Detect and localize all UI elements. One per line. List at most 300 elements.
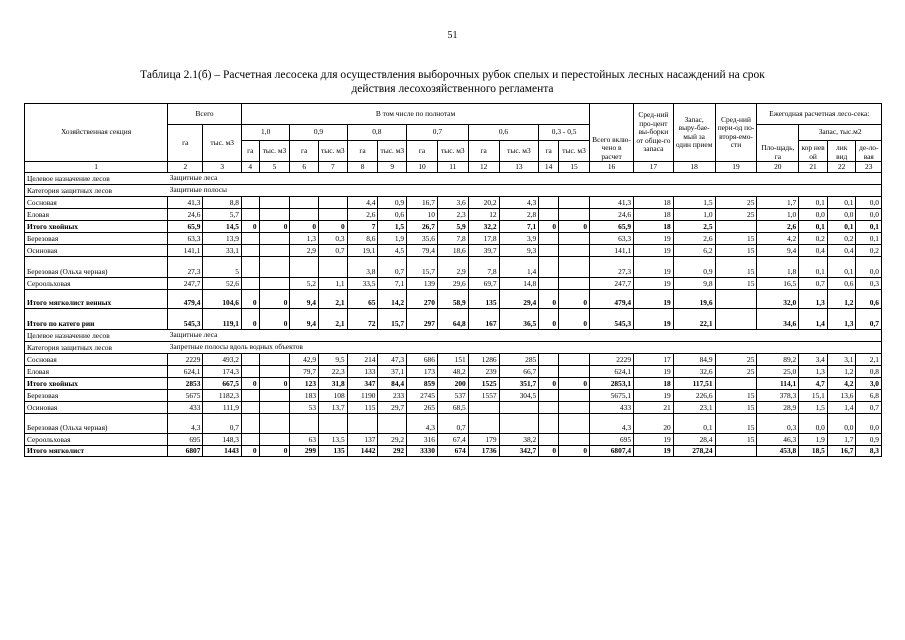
table-cell: 38,2 <box>499 434 539 446</box>
table-cell: 0 <box>319 221 348 233</box>
table-caption <box>100 68 805 96</box>
table-cell: 18,6 <box>437 245 468 257</box>
header-d06-thm3: тыс. м3 <box>499 141 539 162</box>
table-cell: 4,5 <box>378 245 407 257</box>
table-cell: 479,4 <box>590 290 634 309</box>
section-purpose-row <box>25 330 882 342</box>
table-cell: 47,3 <box>378 354 407 366</box>
table-cell <box>319 197 348 209</box>
table-cell: 0,7 <box>203 414 242 434</box>
table-cell: 1,9 <box>799 434 828 446</box>
table-cell: 173 <box>407 366 438 378</box>
table-cell: 29,2 <box>378 434 407 446</box>
table-cell: 18 <box>634 197 674 209</box>
table-cell <box>347 414 378 434</box>
row-label: Сосновая <box>25 197 168 209</box>
table-cell: 3,9 <box>499 233 539 245</box>
table-cell: 0 <box>241 309 259 330</box>
table-cell: 14,5 <box>203 221 242 233</box>
header-avg-period: Сред-ний пери-од по-вторя-емо-сти <box>715 104 757 162</box>
table-cell: 0 <box>241 221 259 233</box>
table-cell: 433 <box>168 402 203 414</box>
header-annual: Ежегодная расчетная лесо-сека: <box>757 104 882 125</box>
header-d07: 0,7 <box>407 125 469 141</box>
table-cell: 133 <box>347 366 378 378</box>
table-cell: 0,0 <box>856 257 882 278</box>
table-cell <box>539 414 559 434</box>
table-cell: 0,4 <box>827 245 856 257</box>
column-number: 23 <box>856 162 882 173</box>
table-cell: 9,5 <box>319 354 348 366</box>
table-cell: 624,1 <box>168 366 203 378</box>
table-cell: 167 <box>468 309 499 330</box>
table-cell <box>715 309 757 330</box>
header-d10-thm3: тыс. м3 <box>259 141 290 162</box>
table-cell <box>559 278 590 290</box>
table-row <box>25 221 882 233</box>
table-cell: 214 <box>347 354 378 366</box>
table-cell: 9,4 <box>290 290 319 309</box>
row-label: Осиновая <box>25 245 168 257</box>
table-cell: 2,1 <box>856 354 882 366</box>
table-cell: 26,7 <box>407 221 438 233</box>
table-cell: 24,6 <box>168 209 203 221</box>
header-d06: 0,6 <box>468 125 538 141</box>
table-cell: 79,4 <box>407 245 438 257</box>
table-cell: 0 <box>241 378 259 390</box>
table-cell: 36,5 <box>499 309 539 330</box>
table-cell: 67,4 <box>437 434 468 446</box>
row-label: Березовая (Ольха черная) <box>25 257 168 278</box>
table-header <box>25 104 882 173</box>
table-cell: 433 <box>590 402 634 414</box>
table-cell: 10 <box>407 209 438 221</box>
table-cell: 0 <box>539 221 559 233</box>
table-cell: 7,1 <box>499 221 539 233</box>
table-cell <box>241 245 259 257</box>
table-cell: 1,3 <box>799 290 828 309</box>
table-cell <box>290 414 319 434</box>
table-cell: 174,3 <box>203 366 242 378</box>
table-cell: 0,0 <box>856 197 882 209</box>
table-cell: 265 <box>407 402 438 414</box>
table-cell: 351,7 <box>499 378 539 390</box>
table-cell: 0 <box>539 446 559 457</box>
header-d08: 0,8 <box>347 125 406 141</box>
table-cell: 1525 <box>468 378 499 390</box>
table-cell: 200 <box>437 378 468 390</box>
table-cell: 19,1 <box>347 245 378 257</box>
table-cell <box>559 366 590 378</box>
row-label: Сероольховая <box>25 434 168 446</box>
table-cell <box>241 257 259 278</box>
table-cell: 4,3 <box>407 414 438 434</box>
table-cell: 48,2 <box>437 366 468 378</box>
table-cell: 12 <box>468 209 499 221</box>
table-cell: 0,9 <box>856 434 882 446</box>
table-cell: 0,0 <box>799 414 828 434</box>
table-cell <box>539 390 559 402</box>
table-cell: 1286 <box>468 354 499 366</box>
table-cell: 6,8 <box>856 390 882 402</box>
table-cell: 0 <box>559 309 590 330</box>
table-cell: 2,9 <box>290 245 319 257</box>
table-cell: 68,5 <box>437 402 468 414</box>
table-cell <box>559 245 590 257</box>
table-cell: 1,5 <box>673 197 715 209</box>
table-cell: 20 <box>634 414 674 434</box>
table-cell: 32,0 <box>757 290 799 309</box>
table-cell: 0,1 <box>856 233 882 245</box>
column-number: 20 <box>757 162 799 173</box>
column-number: 21 <box>799 162 828 173</box>
table-cell: 15 <box>715 434 757 446</box>
table-cell <box>715 290 757 309</box>
table-cell: 27,3 <box>168 257 203 278</box>
table-cell: 13,5 <box>319 434 348 446</box>
table-cell <box>559 257 590 278</box>
table-cell: 2,6 <box>347 209 378 221</box>
table-cell: 141,1 <box>168 245 203 257</box>
table-cell <box>499 414 539 434</box>
table-cell: 63,3 <box>590 233 634 245</box>
table-cell: 316 <box>407 434 438 446</box>
table-cell: 5,7 <box>203 209 242 221</box>
row-label: Итого хвойных <box>25 221 168 233</box>
column-number: 12 <box>468 162 499 173</box>
table-cell <box>259 209 290 221</box>
table-cell <box>559 209 590 221</box>
column-number: 8 <box>347 162 378 173</box>
table-cell: 0,1 <box>673 414 715 434</box>
table-cell: 84,9 <box>673 354 715 366</box>
table-cell <box>539 402 559 414</box>
header-liquid: лик вид <box>827 141 856 162</box>
table-cell: 15 <box>715 245 757 257</box>
table-cell: 22,1 <box>673 309 715 330</box>
header-stock-group: Запас, тыс.м2 <box>799 125 882 141</box>
table-cell <box>259 366 290 378</box>
table-cell <box>259 354 290 366</box>
table-cell: 695 <box>168 434 203 446</box>
table-cell: 15 <box>715 414 757 434</box>
table-cell <box>715 221 757 233</box>
column-number: 5 <box>259 162 290 173</box>
table-cell: 0 <box>559 446 590 457</box>
table-cell: 17 <box>634 354 674 366</box>
table-cell: 0,1 <box>827 197 856 209</box>
table-cell: 135 <box>319 446 348 457</box>
table-cell <box>468 414 499 434</box>
row-label: Березовая <box>25 233 168 245</box>
table-cell: 66,7 <box>499 366 539 378</box>
table-cell: 37,1 <box>378 366 407 378</box>
table-cell: 2745 <box>407 390 438 402</box>
table-cell: 15,7 <box>378 309 407 330</box>
table-cell <box>559 354 590 366</box>
table-cell <box>715 378 757 390</box>
header-d0305-ha: га <box>539 141 559 162</box>
table-cell: 247,7 <box>590 278 634 290</box>
table-cell <box>259 390 290 402</box>
table-cell: 0,7 <box>856 309 882 330</box>
table-cell: 2229 <box>168 354 203 366</box>
table-row <box>25 366 882 378</box>
header-total-ha: га <box>168 125 203 162</box>
table-cell <box>539 434 559 446</box>
table-row <box>25 233 882 245</box>
table-cell: 19 <box>634 366 674 378</box>
table-cell: 19 <box>634 278 674 290</box>
header-total-thm3: тыс. м3 <box>203 125 242 162</box>
table-cell: 0,0 <box>827 414 856 434</box>
table-cell: 1,5 <box>378 221 407 233</box>
row-label: Еловая <box>25 209 168 221</box>
header-d07-thm3: тыс. м3 <box>437 141 468 162</box>
table-cell: 347 <box>347 378 378 390</box>
table-cell: 22,3 <box>319 366 348 378</box>
table-cell: 0 <box>559 290 590 309</box>
header-incl-density: В том числе по полнотам <box>241 104 589 125</box>
table-cell: 0,7 <box>437 414 468 434</box>
table-cell: 2,3 <box>437 209 468 221</box>
table-cell: 5,9 <box>437 221 468 233</box>
table-cell: 15 <box>715 278 757 290</box>
table-cell: 15 <box>715 257 757 278</box>
table-cell: 1,7 <box>757 197 799 209</box>
table-cell: 304,5 <box>499 390 539 402</box>
header-d08-thm3: тыс. м3 <box>378 141 407 162</box>
table-cell: 0,2 <box>799 233 828 245</box>
table-cell <box>241 197 259 209</box>
table-cell: 39,7 <box>468 245 499 257</box>
table-cell: 0 <box>539 309 559 330</box>
header-avg-pct: Сред-ний про-цент вы-борки от обще-го запаса <box>634 104 674 162</box>
table-row <box>25 245 882 257</box>
table-cell <box>559 390 590 402</box>
table-cell <box>259 402 290 414</box>
table-cell: 1,3 <box>827 309 856 330</box>
table-cell: 537 <box>437 390 468 402</box>
table-cell: 18,5 <box>799 446 828 457</box>
table-cell: 0 <box>290 221 319 233</box>
table-cell: 72 <box>347 309 378 330</box>
table-cell: 2853 <box>168 378 203 390</box>
table-cell <box>241 233 259 245</box>
header-d10-ha: га <box>241 141 259 162</box>
table-cell: 9,3 <box>499 245 539 257</box>
table-cell: 104,6 <box>203 290 242 309</box>
table-cell: 63,3 <box>168 233 203 245</box>
table-cell: 1,3 <box>799 366 828 378</box>
table-cell: 695 <box>590 434 634 446</box>
table-cell: 0,1 <box>799 221 828 233</box>
table-cell: 0,1 <box>827 221 856 233</box>
table-cell <box>539 366 559 378</box>
table-cell: 9,4 <box>757 245 799 257</box>
row-label: Сосновая <box>25 354 168 366</box>
column-number: 16 <box>590 162 634 173</box>
table-cell: 84,4 <box>378 378 407 390</box>
table-cell: 114,1 <box>757 378 799 390</box>
table-cell: 4,2 <box>757 233 799 245</box>
table-cell: 2853,1 <box>590 378 634 390</box>
table-cell: 0,3 <box>856 278 882 290</box>
table-cell: 3,0 <box>856 378 882 390</box>
column-number: 19 <box>715 162 757 173</box>
table-cell: 117,51 <box>673 378 715 390</box>
table-cell: 667,5 <box>203 378 242 390</box>
table-cell: 0,6 <box>827 278 856 290</box>
table-row <box>25 197 882 209</box>
table-cell: 1,4 <box>827 402 856 414</box>
table-cell <box>499 402 539 414</box>
table-cell: 111,9 <box>203 402 242 414</box>
row-label: Сероольховая <box>25 278 168 290</box>
table-cell <box>319 414 348 434</box>
table-cell: 674 <box>437 446 468 457</box>
table-cell: 1442 <box>347 446 378 457</box>
table-cell: 1443 <box>203 446 242 457</box>
table-cell: 41,3 <box>590 197 634 209</box>
table-cell: 115 <box>347 402 378 414</box>
table-cell: 1182,3 <box>203 390 242 402</box>
table-cell: 13,9 <box>203 233 242 245</box>
section-value: Защитные полосы <box>168 185 882 197</box>
table-cell: 0,6 <box>856 290 882 309</box>
table-cell: 545,3 <box>590 309 634 330</box>
table-cell: 15,7 <box>407 257 438 278</box>
table-cell: 0,1 <box>827 257 856 278</box>
table-cell: 2,1 <box>319 290 348 309</box>
table-cell: 183 <box>290 390 319 402</box>
table-cell: 686 <box>407 354 438 366</box>
table-cell: 123 <box>290 378 319 390</box>
table-cell: 2,5 <box>673 221 715 233</box>
table-cell: 1,4 <box>499 257 539 278</box>
table-cell: 0 <box>259 378 290 390</box>
table-cell: 0,0 <box>799 209 828 221</box>
table-cell: 64,8 <box>437 309 468 330</box>
table-cell: 0 <box>559 221 590 233</box>
table-row <box>25 257 882 278</box>
table-cell: 6807 <box>168 446 203 457</box>
table-cell: 297 <box>407 309 438 330</box>
table-cell: 2,9 <box>437 257 468 278</box>
row-label: Березовая <box>25 390 168 402</box>
column-number: 17 <box>634 162 674 173</box>
header-total-incl: Всего вклю-чено в расчет <box>590 104 634 162</box>
table-cell: 1190 <box>347 390 378 402</box>
table-cell: 0,3 <box>757 414 799 434</box>
table-cell: 25 <box>715 354 757 366</box>
column-number: 6 <box>290 162 319 173</box>
table-cell: 19 <box>634 257 674 278</box>
column-number: 9 <box>378 162 407 173</box>
table-cell <box>290 197 319 209</box>
table-cell: 41,3 <box>168 197 203 209</box>
header-section: Хозяйственная секция <box>25 104 168 162</box>
header-d0305: 0,3 - 0,5 <box>539 125 590 141</box>
table-cell: 2,1 <box>319 309 348 330</box>
row-label: Еловая <box>25 366 168 378</box>
table-cell: 8,8 <box>203 197 242 209</box>
table-cell: 479,4 <box>168 290 203 309</box>
table-cell: 137 <box>347 434 378 446</box>
table-cell: 1,8 <box>757 257 799 278</box>
table-cell: 148,3 <box>203 434 242 446</box>
header-total: Всего <box>168 104 242 125</box>
section-category-row <box>25 342 882 354</box>
table-cell: 19 <box>634 434 674 446</box>
row-label: Осиновая <box>25 402 168 414</box>
table-cell: 25 <box>715 197 757 209</box>
table-cell: 65 <box>347 290 378 309</box>
table-cell: 13,6 <box>827 390 856 402</box>
table-cell <box>539 233 559 245</box>
table-cell: 58,9 <box>437 290 468 309</box>
column-number-row <box>25 162 882 173</box>
table-cell: 19,6 <box>673 290 715 309</box>
header-d09-ha: га <box>290 141 319 162</box>
table-cell: 21 <box>634 402 674 414</box>
table-cell: 278,24 <box>673 446 715 457</box>
table-cell: 4,7 <box>799 378 828 390</box>
table-cell <box>241 402 259 414</box>
table-cell <box>259 434 290 446</box>
table-cell: 7 <box>347 221 378 233</box>
table-cell <box>319 257 348 278</box>
table-cell: 0,7 <box>378 257 407 278</box>
table-cell: 0 <box>241 446 259 457</box>
page-number: 51 <box>447 30 458 41</box>
table-cell: 35,6 <box>407 233 438 245</box>
table-cell: 4,3 <box>499 197 539 209</box>
table-cell <box>241 209 259 221</box>
table-row <box>25 446 882 457</box>
table-cell: 179 <box>468 434 499 446</box>
table-cell: 29,6 <box>437 278 468 290</box>
table-cell <box>259 245 290 257</box>
table-cell: 89,2 <box>757 354 799 366</box>
table-cell: 2229 <box>590 354 634 366</box>
table-cell <box>539 354 559 366</box>
table-cell <box>241 278 259 290</box>
table-cell <box>241 354 259 366</box>
table-cell <box>290 209 319 221</box>
table-cell: 4,3 <box>590 414 634 434</box>
table-cell <box>539 245 559 257</box>
table-cell: 2,6 <box>757 221 799 233</box>
section-purpose-row <box>25 173 882 185</box>
table-cell: 65,9 <box>168 221 203 233</box>
section-label: Целевое назначение лесов <box>25 330 168 342</box>
table-cell: 1,0 <box>673 209 715 221</box>
table-cell: 0,1 <box>799 197 828 209</box>
table-cell <box>539 278 559 290</box>
column-number: 7 <box>319 162 348 173</box>
table-cell: 0,1 <box>799 257 828 278</box>
table-cell: 18 <box>634 209 674 221</box>
table-cell: 3,1 <box>827 354 856 366</box>
table-cell: 8,3 <box>856 446 882 457</box>
table-cell: 0 <box>259 290 290 309</box>
table-cell: 1,3 <box>290 233 319 245</box>
table-cell: 493,2 <box>203 354 242 366</box>
table-cell: 0,7 <box>799 278 828 290</box>
table-cell: 5 <box>203 257 242 278</box>
table-cell: 15 <box>715 390 757 402</box>
